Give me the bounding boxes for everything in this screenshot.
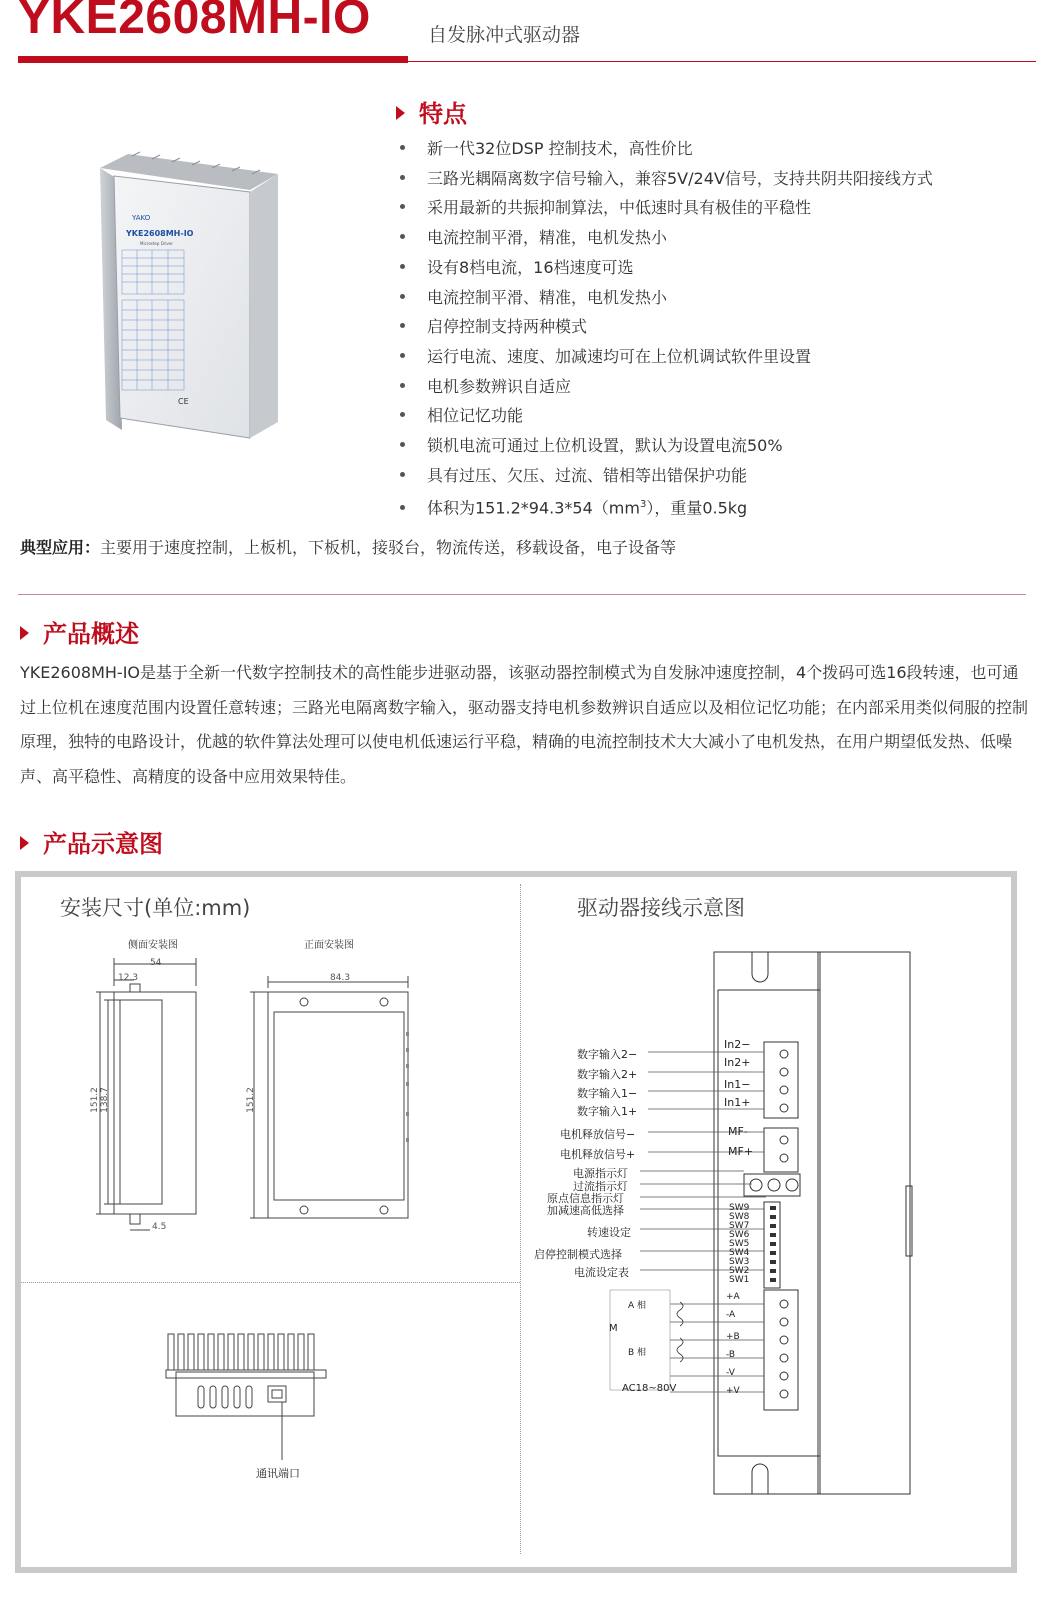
switch-label: SW8 (729, 1212, 750, 1222)
front-view-label: 正面安装图 (304, 940, 354, 951)
bullet-icon (400, 442, 405, 447)
motor-label: M (609, 1323, 618, 1334)
bullet-icon (400, 145, 405, 150)
terminal-label: In2− (724, 1038, 751, 1051)
list-item: 具有过压、欠压、过流、错相等出错保护功能 (400, 461, 933, 491)
section-divider (18, 594, 1026, 595)
section-arrow-icon (20, 836, 29, 850)
applications-text: 主要用于速度控制，上板机，下板机，接驳台，物流传送，移载设备，电子设备等 (100, 538, 677, 557)
switch-label: SW3 (729, 1257, 750, 1267)
product-title: YKE2608MH-IO (18, 0, 371, 44)
list-item: 三路光耦隔离数字信号输入，兼容5V/24V信号，支持共阴共阳接线方式 (400, 164, 933, 194)
power-terminal-label: -A (726, 1310, 736, 1320)
dim-height-151-2: 151.2 (89, 1087, 100, 1113)
list-item: 锁机电流可通过上位机设置，默认为设置电流50% (400, 431, 933, 461)
power-terminal-label: +V (726, 1386, 740, 1396)
wire-label: 数字输入1− (577, 1087, 638, 1100)
title-underline-rule (18, 61, 1036, 62)
dim-width-54: 54 (150, 958, 162, 968)
list-item: 运行电流、速度、加减速均可在上位机调试软件里设置 (400, 342, 933, 372)
feature-list (400, 134, 933, 523)
dim-4-5: 4.5 (152, 1222, 167, 1232)
bullet-icon (400, 264, 405, 269)
ac-supply-label: AC18~80V (622, 1383, 677, 1394)
applications-label: 典型应用： (20, 538, 101, 557)
wire-label: 电流设定表 (574, 1266, 629, 1279)
list-item: 启停控制支持两种模式 (400, 312, 933, 342)
switch-label: SW2 (729, 1266, 750, 1276)
list-item: 采用最新的共振抑制算法，中低速时具有极佳的平稳性 (400, 193, 933, 223)
wire-label: 转速设定 (587, 1226, 631, 1239)
typical-applications (20, 535, 676, 558)
wire-label: 过流指示灯 (573, 1180, 628, 1193)
list-item: 电流控制平滑，精准，电机发热小 (400, 223, 933, 253)
switch-label: SW6 (729, 1230, 750, 1240)
list-item: 电流控制平滑、精准，电机发热小 (400, 283, 933, 313)
bullet-icon (400, 383, 405, 388)
wire-label: 数字输入2− (577, 1048, 638, 1061)
photo-model: YKE2608MH-IO (126, 229, 194, 238)
panel-horizontal-divider (21, 1282, 520, 1283)
terminal-label: In1+ (724, 1096, 751, 1109)
power-terminal-label: +A (726, 1292, 740, 1302)
list-item: 相位记忆功能 (400, 401, 933, 431)
power-terminal-label: -B (726, 1350, 736, 1360)
install-dimensions-title: 安装尺寸(单位:mm) (60, 896, 251, 920)
front-view-drawing (238, 952, 418, 1232)
bottom-view-drawing (162, 1330, 332, 1470)
dim-12-3: 12.3 (118, 973, 139, 983)
product-subtitle: 自发脉冲式驱动器 (428, 24, 581, 46)
wire-label: 数字输入1+ (577, 1105, 638, 1118)
phase-a-label: A 相 (628, 1301, 647, 1311)
panel-vertical-divider (520, 884, 521, 1554)
bullet-icon (400, 204, 405, 209)
switch-label: SW4 (729, 1248, 750, 1258)
terminal-label: In2+ (724, 1056, 751, 1069)
wire-label: 启停控制模式选择 (534, 1248, 622, 1261)
phase-b-label: B 相 (628, 1348, 647, 1358)
bullet-icon (400, 294, 405, 299)
dim-height-138-7: 138.7 (99, 1087, 110, 1113)
wire-label: 数字输入2+ (577, 1068, 638, 1081)
usb-port-icon (268, 1386, 286, 1402)
wire-label: 电机释放信号− (560, 1128, 636, 1141)
ce-mark-icon: CE (178, 397, 189, 406)
photo-model-subtitle: Microstep Driver (140, 241, 173, 246)
wire-label: 加减速高低选择 (547, 1204, 624, 1217)
switch-label: SW7 (729, 1221, 750, 1231)
bullet-icon (400, 175, 405, 180)
list-item: 设有8档电流，16档速度可选 (400, 253, 933, 283)
switch-label: SW9 (729, 1203, 750, 1213)
overview-heading: 产品概述 (20, 614, 139, 649)
terminal-label: In1− (724, 1078, 751, 1091)
list-item: 新一代32位DSP 控制技术，高性价比 (400, 134, 933, 164)
features-heading: 特点 (396, 94, 467, 129)
photo-brand: YAKO (132, 214, 151, 222)
bullet-icon (400, 353, 405, 358)
dim-front-height-151-2: 151.2 (245, 1087, 256, 1113)
section-arrow-icon (20, 626, 29, 640)
overview-paragraph: YKE2608MH-IO是基于全新一代数字控制技术的高性能步进驱动器，该驱动器控制模式为自发脉冲速度控制，4个拨码可选16段转速，也可通过上位机在速度范围内设置任意转速；三路光电隔离数字输入，驱动器支持电机参数辨识自适应以及相位记忆功能；在内部采用类似伺服的控制原理，独特的电路设计，优越的软件算法处理可以使电机低速运行平稳，精确的电流控制技术大大减小了电机发热，在用户期望低发热、低噪声、高平稳性、高精度的设备中应用效果特佳。 (20, 663, 1029, 786)
terminal-label: MF+ (728, 1145, 754, 1158)
comm-port-label: 通讯端口 (256, 1467, 300, 1480)
power-terminal-label: +B (726, 1332, 740, 1342)
switch-label: SW1 (729, 1275, 750, 1285)
power-terminal-label: -V (726, 1368, 735, 1378)
wire-label: 电源指示灯 (573, 1167, 628, 1180)
section-arrow-icon (396, 106, 405, 120)
bullet-icon (400, 234, 405, 239)
wire-label: 原点信息指示灯 (547, 1192, 624, 1205)
switch-label: SW5 (729, 1239, 750, 1249)
list-item: 电机参数辨识自适应 (400, 372, 933, 402)
dim-width-84-3: 84.3 (330, 973, 351, 983)
bullet-icon (400, 323, 405, 328)
terminal-label: MF- (728, 1125, 748, 1138)
list-item: 体积为$151.2*94.3*54(mm^3)$，重量0.5kg (400, 490, 933, 523)
bullet-icon (400, 505, 405, 510)
side-view-label: 侧面安装图 (128, 940, 178, 951)
product-photo (92, 150, 288, 440)
bullet-icon (400, 472, 405, 477)
wiring-diagram-title: 驱动器接线示意图 (577, 896, 745, 920)
diagram-heading: 产品示意图 (20, 824, 163, 859)
bullet-icon (400, 412, 405, 417)
wire-label: 电机释放信号+ (560, 1148, 636, 1161)
